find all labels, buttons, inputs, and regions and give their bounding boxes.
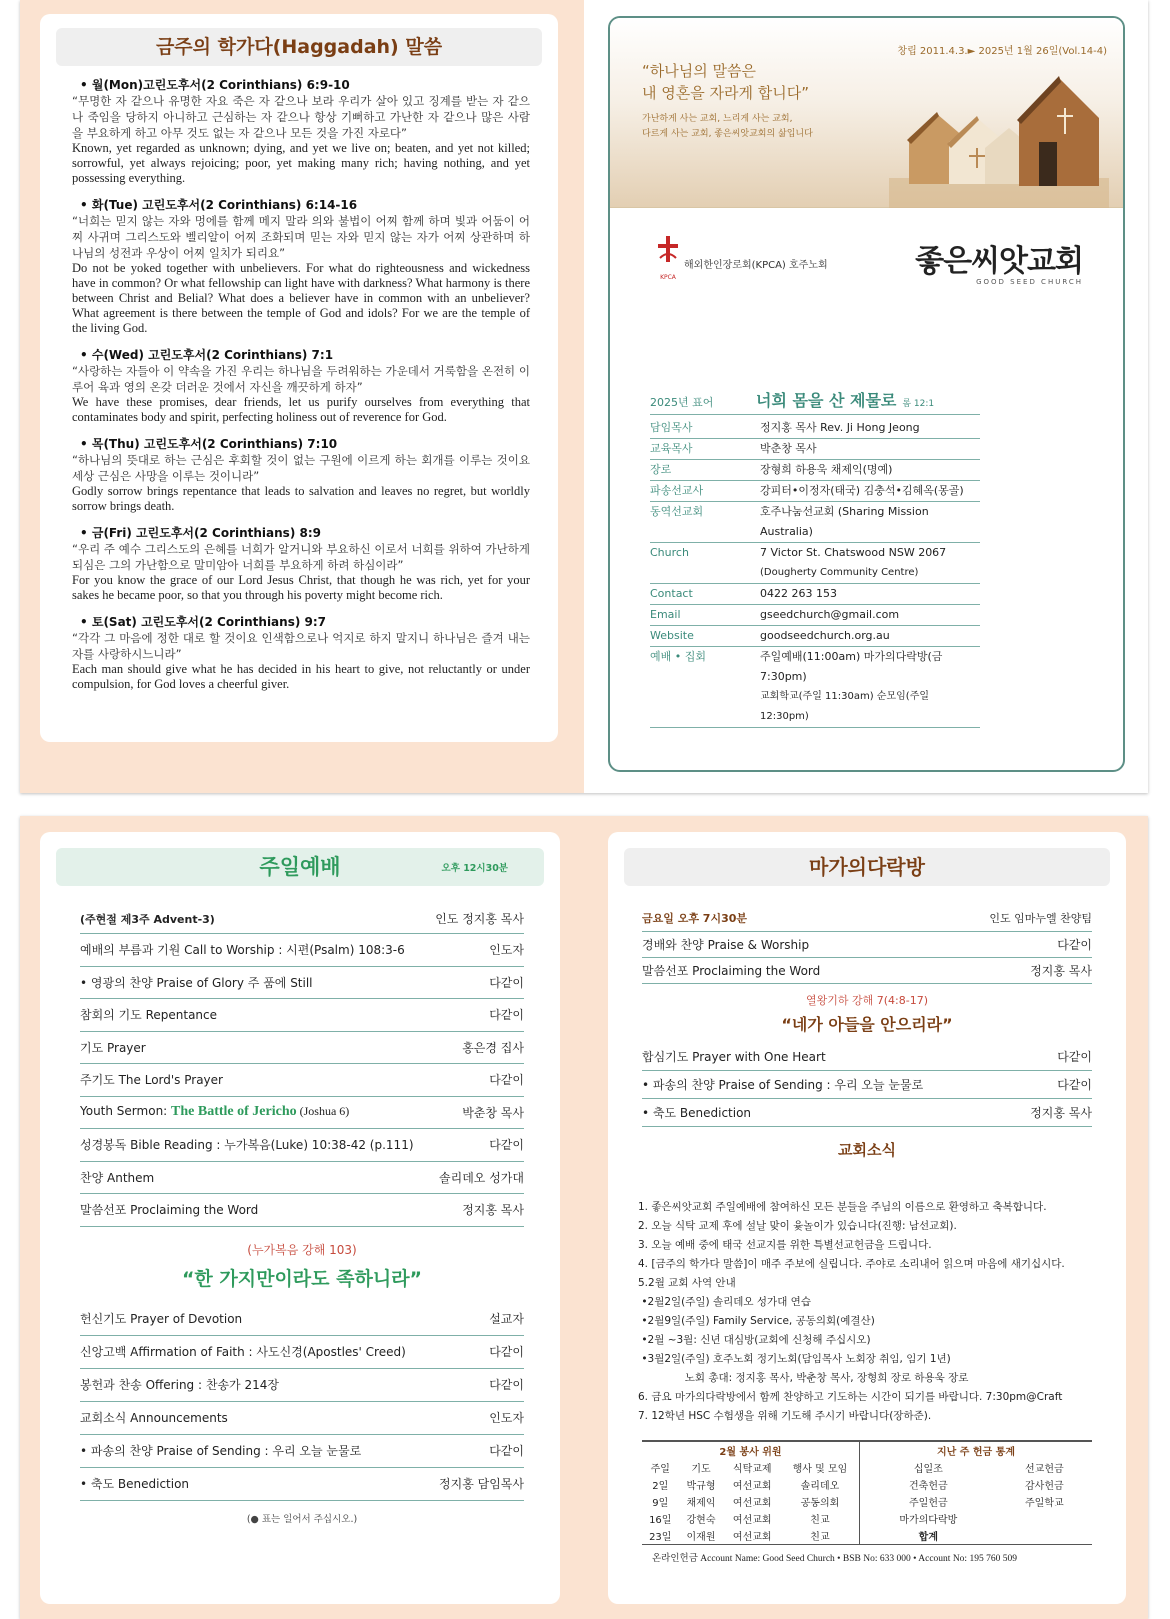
info-row: [650, 584, 980, 605]
church-logo: [915, 236, 1083, 286]
offering-row: [860, 1493, 1092, 1510]
order-item-label: 신앙고백 Affirmation of Faith : 사도신경(Apostles' Creed): [80, 1345, 406, 1359]
info-value: [760, 543, 980, 583]
order-person: 다같이: [489, 1378, 524, 1392]
info-value: [760, 418, 980, 438]
duty-cell: 친교: [810, 1515, 830, 1526]
info-value-line: 강피터•이정자(태국) 김충석•김혜옥(몽골): [760, 484, 964, 497]
offering-cell: [997, 1527, 1092, 1544]
order-person: 정지홍 목사: [1030, 1106, 1092, 1120]
info-row: [650, 647, 980, 728]
cover-quote: [642, 60, 809, 104]
upper-room-sermon-title: “네가 아들을 안으리라”: [781, 1015, 953, 1034]
order-person: 정지홍 목사: [1030, 964, 1092, 978]
worship-title-bar: [56, 848, 544, 886]
order-item: [80, 1310, 242, 1327]
order-item-label: 예배의 부름과 기원 Call to Worship : 시편(Psalm) 108:3-6: [80, 943, 405, 958]
order-item: [642, 1104, 751, 1121]
youth-sermon-ref: (Joshua 6): [296, 1104, 350, 1119]
online-offering-account: 온라인헌금 Account Name: Good Seed Church • BSB No: 633 000 • Account No: 195 760 509: [652, 1554, 1017, 1564]
duty-cell: 공동의회: [800, 1498, 840, 1509]
info-value-line: 0422 263 153: [760, 587, 837, 600]
info-value-line: 박춘창 목사: [760, 442, 817, 455]
duty-cell: 이재원: [686, 1532, 716, 1543]
order-person: 설교자: [489, 1312, 524, 1326]
offering-table: [860, 1442, 1092, 1544]
order-item: [80, 974, 313, 991]
order-item-label: 찬양 Anthem: [80, 1170, 155, 1185]
offering-cell: 건축헌금: [909, 1481, 948, 1492]
haggadah-korean: “무명한 자 같으나 유명한 자요 죽은 자 같으나 보라 우리가 살아 있고 징계를 받는 자 같으나 죽임을 당하지 아니하고 근심하는 자 같으나 항상 기뻐하고 가난한 자 같으나 많은 사람을 부요하게 하고 아무 것도 없는 자 같으나 모든 것을 가진 자로다”: [72, 94, 530, 140]
info-key: 장로: [650, 463, 672, 476]
order-item-label: Youth Sermon:: [80, 1104, 172, 1119]
info-row: [650, 626, 980, 647]
haggadah-english: Known, yet regarded as unknown; dying, and yet we live on; beaten, and yet not killed; sorrowful, yet always rejoicing; poor, yet making many rich; having nothing, and yet possessing everything.: [72, 141, 530, 185]
order-item-label: • 파송의 찬양 Praise of Sending : 우리 오늘 눈물로: [80, 1444, 362, 1458]
order-row: [642, 1071, 1092, 1099]
info-value: [760, 626, 980, 646]
offering-row: [860, 1459, 1092, 1476]
order-row: [80, 967, 524, 1000]
motto-ref: 롬 12:1: [902, 399, 935, 409]
order-item: [80, 1039, 146, 1056]
haggadah-item: [72, 524, 530, 603]
news-item: •2월9일(주일) Family Service, 공동의회(예결산): [638, 1315, 875, 1327]
order-person: 다같이: [489, 975, 524, 990]
order-item: [80, 1409, 228, 1426]
info-row: [650, 605, 980, 626]
info-value: [760, 502, 980, 542]
order-item-label: 참회의 기도 Repentance: [80, 1008, 218, 1023]
order-item-label: 말씀선포 Proclaiming the Word: [80, 1203, 259, 1218]
duty-header-row: [642, 1459, 859, 1476]
order-row: [642, 932, 1092, 958]
order-row: [80, 1468, 524, 1501]
news-item: 7. 12학년 HSC 수험생을 위해 기도해 주시기 바랍니다(장하준).: [638, 1410, 932, 1422]
info-value-line: 7 Victor St. Chatswood NSW 2067: [760, 546, 947, 559]
worship-time: 오후 12시30분: [441, 863, 508, 874]
order-person: 홍은경 집사: [462, 1040, 524, 1055]
duty-cell: 솔리데오: [800, 1481, 840, 1492]
haggadah-english: Each man should give what he has decided in his heart to give, not reluctantly or under compulsion, for God loves a cheerful giver.: [72, 662, 530, 691]
order-row: [80, 1097, 524, 1130]
upper-room-order-part1: [642, 932, 1092, 984]
duty-table-title: 2월 봉사 위원: [719, 1447, 782, 1458]
order-item: [80, 1475, 189, 1492]
duty-cell: 23일: [649, 1532, 672, 1543]
order-person: 인도자: [489, 943, 524, 958]
worship-title: 주일예배: [259, 855, 341, 879]
order-item: [80, 1376, 279, 1393]
order-person: 다같이: [489, 1345, 524, 1359]
sermon-title: “한 가지만이라도 족하니라”: [181, 1267, 423, 1290]
order-person: 다같이: [489, 1444, 524, 1458]
order-item: [80, 941, 405, 958]
order-person: 다같이: [1057, 1078, 1092, 1092]
duty-cell: 여선교회: [732, 1532, 772, 1543]
info-key: 파송선교사: [650, 484, 704, 497]
church-name-en: GOOD SEED CHURCH: [976, 278, 1083, 286]
order-row: [80, 1032, 524, 1065]
order-row: [80, 1129, 524, 1162]
duty-cell: 강현숙: [686, 1515, 716, 1526]
duty-cell: 박규형: [686, 1481, 716, 1492]
news-item: 2. 오늘 식탁 교제 후에 설날 맞이 윷놀이가 있습니다(진행: 남선교회).: [638, 1220, 957, 1232]
offering-cell: 합계: [918, 1532, 938, 1543]
bulletin-sheet-inside: [20, 816, 1148, 1619]
issue-date: 창립 2011.4.3.► 2025년 1월 26일(Vol.14-4): [897, 46, 1107, 57]
offering-cell: 마가의다락방: [899, 1515, 958, 1526]
info-key: 교육목사: [650, 442, 693, 455]
news-item: 4. [금주의 학가다 말씀]이 매주 주보에 실립니다. 주야로 소리내어 읽으며 마음에 새기십시다.: [638, 1258, 1065, 1270]
cover-banner: [610, 18, 1123, 208]
duty-row: [642, 1527, 859, 1544]
haggadah-title: 금주의 학가다(Haggadah) 말씀: [56, 28, 542, 66]
haggadah-english: For you know the grace of our Lord Jesus Christ, that though he was rich, yet for your sakes he became poor, so that you through his poverty might become rich.: [72, 573, 530, 602]
offering-cell: 주일헌금: [909, 1498, 948, 1509]
order-item-label: 교회소식 Announcements: [80, 1411, 228, 1425]
motto-label: 2025년 표어: [650, 396, 714, 409]
duty-cell: 2일: [652, 1481, 669, 1492]
motto-row: [650, 388, 980, 415]
duty-cell: 여선교회: [732, 1515, 772, 1526]
order-row: [80, 1402, 524, 1435]
order-person: 정지홍 목사: [462, 1203, 524, 1218]
info-key: Church: [650, 546, 689, 559]
haggadah-korean: “하나님의 뜻대로 하는 근심은 후회할 것이 없는 구원에 이르게 하는 회개를 이루는 것이요 세상 근심은 사망을 이루는 것이니라”: [72, 453, 530, 483]
offering-cell: [997, 1510, 1092, 1527]
news-item: •2월2일(주일) 솔리데오 성가대 연습: [638, 1296, 811, 1308]
order-item-label: • 축도 Benediction: [80, 1477, 190, 1491]
info-value: [760, 605, 980, 625]
offering-table-title: 지난 주 헌금 통계: [936, 1447, 1016, 1458]
upper-room-panel: [584, 816, 1148, 1619]
info-value-line2: (Dougherty Community Centre): [760, 567, 919, 578]
haggadah-day: • 금(Fri) 고린도후서(2 Corinthians) 8:9: [80, 526, 321, 540]
church-name: 좋은씨앗교회: [915, 244, 1083, 279]
upper-room-time: 금요일 오후 7시30분: [642, 911, 748, 925]
haggadah-list: [72, 76, 530, 692]
info-value-line2: 교회학교(주일 11:30am) 순모임(주일 12:30pm): [760, 691, 930, 722]
haggadah-day: • 월(Mon)고린도후서(2 Corinthians) 6:9-10: [80, 78, 350, 92]
haggadah-english: We have these promises, dear friends, let us purify ourselves from everything that contaminates body and spirit, perfecting holiness out of reverence for God.: [72, 395, 530, 424]
info-row: [650, 481, 980, 502]
order-row: [80, 1194, 524, 1227]
bulletin-sheet-front: [20, 0, 1148, 793]
duty-header-cell: 식탁교제: [732, 1464, 772, 1475]
order-item-label: 봉헌과 찬송 Offering : 찬송가 214장: [80, 1378, 279, 1392]
church-info-list: [650, 418, 980, 728]
info-key: Email: [650, 608, 681, 621]
haggadah-panel: [20, 0, 584, 793]
standing-footnote: (● 표는 일어서 주십시오.): [246, 1513, 358, 1525]
info-value: [760, 481, 980, 501]
motto-text: 너희 몸을 산 제물로: [756, 391, 897, 410]
order-item: [80, 1169, 154, 1186]
order-item-label: 합심기도 Prayer with One Heart: [642, 1050, 826, 1064]
info-row: [650, 543, 980, 584]
haggadah-day: • 목(Thu) 고린도후서(2 Corinthians) 7:10: [80, 437, 338, 451]
offering-cell: 십일조: [913, 1464, 943, 1475]
order-item-label: 말씀선포 Proclaiming the Word: [642, 964, 821, 978]
cover-quote-line1: “하나님의 말씀은: [642, 62, 756, 80]
sunday-worship-card: [40, 832, 560, 1604]
haggadah-day: • 수(Wed) 고린도후서(2 Corinthians) 7:1: [80, 348, 334, 362]
order-person: 박춘창 목사: [462, 1105, 524, 1120]
offering-row: [860, 1510, 1092, 1527]
haggadah-day: • 토(Sat) 고린도후서(2 Corinthians) 9:7: [80, 615, 326, 629]
duty-cell: 9일: [652, 1498, 669, 1509]
news-item: 1. 좋은씨앗교회 주일예배에 참여하신 모든 분들을 주님의 이름으로 환영하고 축복합니다.: [638, 1201, 1047, 1213]
duty-header-cell: 기도: [691, 1464, 711, 1475]
order-item: [80, 1442, 361, 1459]
haggadah-item: [72, 435, 530, 514]
info-value: [760, 584, 980, 604]
info-row: [650, 460, 980, 481]
duty-header-cell: 행사 및 모임: [792, 1464, 848, 1475]
info-row: [650, 439, 980, 460]
cover-subtitle-line1: 가난하게 사는 교회, 느리게 사는 교회,: [642, 114, 793, 124]
order-item: [80, 1071, 223, 1088]
order-item-label: 주기도 The Lord's Prayer: [80, 1073, 223, 1088]
order-item-label: 경배와 찬양 Praise & Worship: [642, 938, 810, 952]
worship-order-part1: [80, 934, 524, 1227]
offering-cell: 선교헌금: [1025, 1464, 1064, 1475]
haggadah-english: Do not be yoked together with unbelievers. For what do righteousness and wickedness have in common? Or what fellowship can light have with darkness? What harmony is there between Christ and Belial? What does a believer have in common with an unbeliever? What agreement is there between the temple of God and idols? For we are the temple of the living God.: [72, 261, 530, 335]
info-value: [760, 460, 980, 480]
duty-row: [642, 1510, 859, 1527]
duty-row: [642, 1476, 859, 1493]
order-item-label: 기도 Prayer: [80, 1040, 146, 1055]
order-item: [80, 1104, 349, 1120]
sermon-series: (누가복음 강해 103): [247, 1242, 357, 1257]
order-item-label: • 파송의 찬양 Praise of Sending : 우리 오늘 눈물로: [642, 1078, 924, 1092]
order-person: 다같이: [1057, 938, 1092, 952]
kpca-label: KPCA: [660, 274, 676, 281]
order-item: [642, 936, 809, 953]
order-row: [80, 1369, 524, 1402]
haggadah-korean: “사랑하는 자들아 이 약속을 가진 우리는 하나님을 두려워하는 가운데서 거룩함을 온전히 이루어 육과 영의 온갖 더러운 것에서 자신을 깨끗하게 하자”: [72, 364, 530, 394]
haggadah-korean: “우리 주 예수 그리스도의 은혜를 너희가 알거니와 부요하신 이로서 너희를 위하여 가난하게 되심은 그의 가난함으로 말미암아 너희를 부요하게 하려 하심이라”: [72, 542, 530, 572]
haggadah-item: [72, 76, 530, 186]
info-key: 예배 • 집회: [650, 650, 706, 663]
order-item: [80, 1006, 217, 1023]
order-row: [80, 1435, 524, 1468]
upper-room-card: [608, 832, 1126, 1604]
upper-room-title: 마가의다락방: [624, 848, 1110, 886]
youth-sermon-title: The Battle of Jericho: [171, 1104, 297, 1120]
info-key: 담임목사: [650, 421, 693, 434]
haggadah-item: [72, 196, 530, 336]
order-row: [80, 934, 524, 967]
news-item: •3월2일(주일) 호주노회 정기노회(담임목사 노회장 취임, 임기 1년): [638, 1353, 951, 1365]
upper-room-order-part2: [642, 1043, 1092, 1127]
offering-row: [860, 1476, 1092, 1493]
worship-season-row: [80, 904, 524, 934]
cover-panel: [584, 0, 1148, 793]
duty-cell: 친교: [810, 1532, 830, 1543]
haggadah-card: [40, 14, 558, 742]
order-item-label: 헌신기도 Prayer of Devotion: [80, 1312, 243, 1326]
duty-header-cell: 주일: [650, 1464, 670, 1475]
order-item: [80, 1136, 414, 1153]
duty-table: [642, 1442, 860, 1544]
info-value-line: 호주나눔선교회 (Sharing Mission Australia): [760, 505, 929, 538]
info-value: [760, 439, 980, 459]
duty-cell: 채제익: [686, 1498, 716, 1509]
order-row: [642, 958, 1092, 984]
news-list: [638, 1198, 1108, 1426]
order-item-label: 성경봉독 Bible Reading : 누가복음(Luke) 10:38-42 (p.111): [80, 1138, 414, 1153]
info-value-line: 정지홍 목사 Rev. Ji Hong Jeong: [760, 421, 920, 434]
duty-cell: 여선교회: [732, 1498, 772, 1509]
cover-subtitle-line2: 다르게 사는 교회, 좋은씨앗교회의 삶입니다: [642, 129, 813, 139]
order-item: [80, 1343, 406, 1360]
sunday-worship-panel: [20, 816, 584, 1619]
info-value-line: 장형희 하용욱 채제익(명예): [760, 463, 893, 476]
order-row: [80, 1336, 524, 1369]
info-value: [760, 647, 980, 727]
denomination-label: 해외한인장로회(KPCA) 호주노회: [684, 260, 828, 271]
order-row: [80, 1162, 524, 1195]
kpca-logo: [656, 236, 680, 281]
order-person: 다같이: [489, 1073, 524, 1088]
order-row: [642, 1099, 1092, 1127]
worship-leader: 인도 정지홍 목사: [435, 912, 524, 926]
cover-quote-line2: 내 영혼을 자라게 합니다”: [642, 84, 809, 102]
info-value-line: goodseedchurch.org.au: [760, 629, 890, 642]
worship-season: (주현절 제3주 Advent-3): [80, 912, 215, 926]
order-person: 다같이: [1057, 1050, 1092, 1064]
news-item: 3. 오늘 예배 중에 태국 선교지를 위한 특별선교헌금을 드립니다.: [638, 1239, 932, 1251]
duty-offering-tables: [642, 1440, 1092, 1545]
worship-order-part2: [80, 1303, 524, 1501]
info-key: Contact: [650, 587, 693, 600]
upper-room-time-row: [642, 904, 1092, 932]
info-row: [650, 502, 980, 543]
order-person: 정지홍 담임목사: [439, 1477, 524, 1491]
haggadah-item: [72, 613, 530, 692]
upper-room-order: [642, 904, 1092, 1160]
order-item: [642, 1048, 826, 1065]
offering-cell: 주일학교: [1025, 1498, 1064, 1509]
order-person: 솔리데오 성가대: [439, 1170, 524, 1185]
haggadah-korean: “각각 그 마음에 정한 대로 할 것이요 인색함으로나 억지로 하지 말지니 하나님은 즐겨 내는 자를 사랑하시느니라”: [72, 631, 530, 661]
order-row: [80, 999, 524, 1032]
cover-frame: [608, 16, 1125, 772]
order-item: [642, 962, 820, 979]
news-item: •2월 ~3월: 신년 대심방(교회에 신청해 주십시오): [638, 1334, 871, 1346]
order-item: [642, 1076, 923, 1093]
order-item-label: • 영광의 찬양 Praise of Glory 주 품에 Still: [80, 975, 313, 990]
order-row: [80, 1303, 524, 1336]
order-row: [642, 1043, 1092, 1071]
info-key: Website: [650, 629, 694, 642]
order-person: 다같이: [489, 1008, 524, 1023]
info-row: [650, 418, 980, 439]
haggadah-english: Godly sorrow brings repentance that leads to salvation and leaves no regret, but worldly sorrow brings death.: [72, 484, 530, 513]
news-item: 노회 총대: 정지홍 목사, 박춘창 목사, 장형희 장로 하용욱 장로: [638, 1372, 969, 1384]
offering-cell: 감사헌금: [1025, 1481, 1064, 1492]
haggadah-day: • 화(Tue) 고린도후서(2 Corinthians) 6:14-16: [80, 198, 358, 212]
order-item-label: • 축도 Benediction: [642, 1106, 752, 1120]
wooden-houses-illustration: [889, 58, 1109, 208]
info-value-line: 주일예배(11:00am) 마가의다락방(금 7:30pm): [760, 650, 943, 683]
worship-order: [80, 904, 524, 1525]
offering-row: [860, 1527, 1092, 1544]
kpca-cross-icon: [656, 236, 680, 270]
order-row: [80, 1064, 524, 1097]
upper-room-series: 열왕기하 강해 7(4:8-17): [806, 994, 928, 1007]
duty-cell: 16일: [649, 1515, 672, 1526]
upper-room-leader: 인도 임마누엘 찬양팀: [989, 911, 1092, 925]
duty-row: [642, 1493, 859, 1510]
haggadah-item: [72, 346, 530, 425]
cover-subtitle: [642, 112, 813, 142]
order-person: 인도자: [489, 1411, 524, 1425]
news-item: 5.2월 교회 사역 안내: [638, 1277, 736, 1289]
haggadah-korean: “너희는 믿지 않는 자와 멍에를 함께 메지 말라 의와 불법이 어찌 함께 하며 빛과 어둠이 어찌 사귀며 그리스도와 벨리알이 어찌 조화되며 믿는 자와 믿지 않는 자가 어찌 상관하며 하나님의 성전과 우상이 어찌 일치가 되리요”: [72, 214, 530, 260]
order-item: [80, 1201, 258, 1218]
news-title: 교회소식: [838, 1141, 896, 1159]
order-person: 다같이: [489, 1138, 524, 1153]
info-value-line: gseedchurch@gmail.com: [760, 608, 900, 621]
info-key: 동역선교회: [650, 505, 704, 518]
news-item: 6. 금요 마가의다락방에서 함께 찬양하고 기도하는 시간이 되기를 바랍니다. 7:30pm@Craft: [638, 1391, 1063, 1403]
duty-cell: 여선교회: [732, 1481, 772, 1492]
